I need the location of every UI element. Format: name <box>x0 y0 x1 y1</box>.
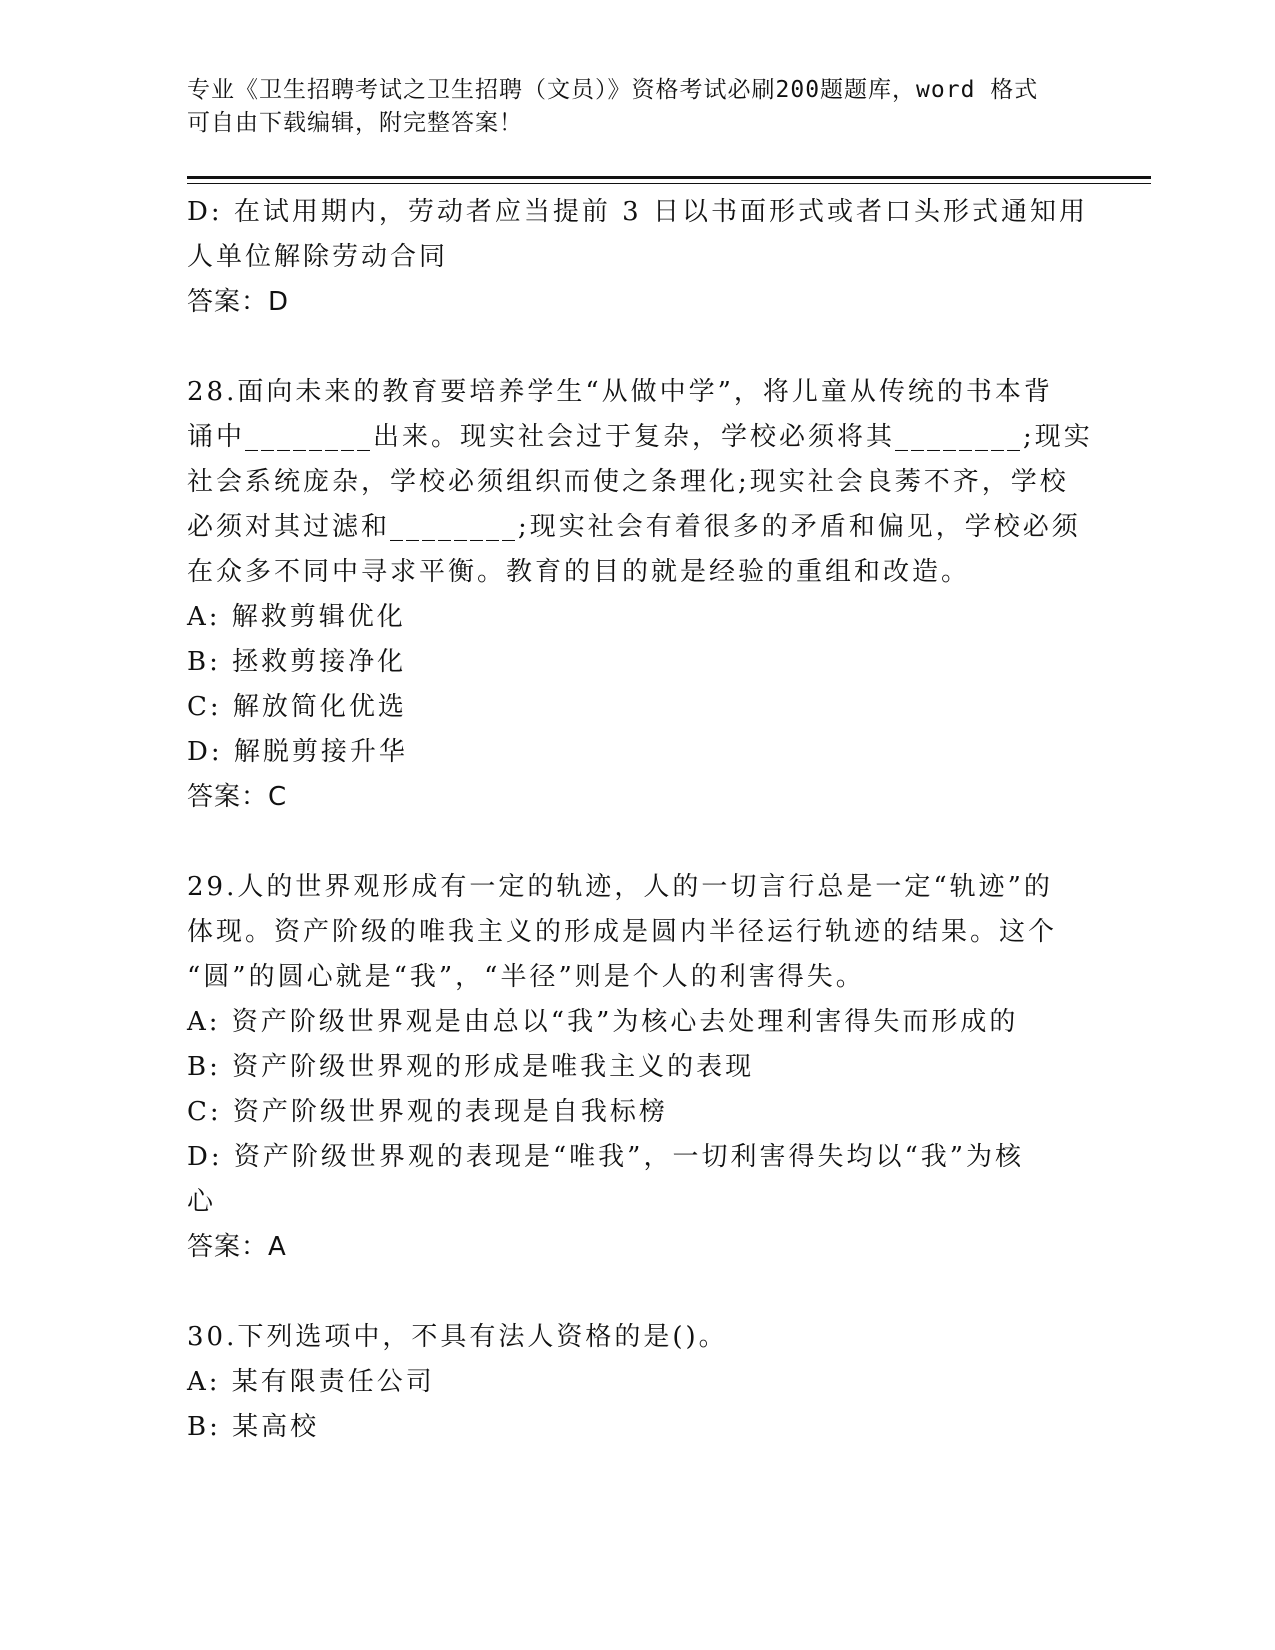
option-d-line-1: D: 在试用期内，劳动者应当提前 3 日以书面形式或者口头形式通知用 <box>187 197 1088 227</box>
document-header <box>187 74 1067 140</box>
header-line-2: 可自由下载编辑，附完整答案！ <box>187 110 523 136</box>
question-content <box>187 190 1093 1450</box>
question-spacer <box>187 325 1067 370</box>
option-a: A: 解救剪辑优化 <box>187 602 406 632</box>
option-d-line-2: 心 <box>187 1187 217 1217</box>
question-stem-line: 社会系统庞杂，学校必须组织而使之条理化;现实社会良莠不齐，学校 <box>187 467 1069 497</box>
question-30 <box>187 1315 1067 1450</box>
question-stem-line: 28.面向未来的教育要培养学生“从做中学”，将儿童从传统的书本背 <box>187 377 1053 407</box>
option-d-line-2: 人单位解除劳动合同 <box>187 242 449 272</box>
option-d-line-1: D: 资产阶级世界观的表现是“唯我”，一切利害得失均以“我”为核 <box>187 1142 1025 1172</box>
option-b: B: 某高校 <box>187 1412 320 1442</box>
header-rule-thin <box>187 183 1151 184</box>
answer-label: 答案：C <box>187 782 288 812</box>
option-a: A: 资产阶级世界观是由总以“我”为核心去处理利害得失而形成的 <box>187 1007 1019 1037</box>
question-29 <box>187 865 1067 1270</box>
question-spacer <box>187 1270 1067 1315</box>
option-b: B: 拯救剪接净化 <box>187 647 407 677</box>
answer-label: 答案：A <box>187 1232 287 1262</box>
question-28 <box>187 370 1093 820</box>
option-b: B: 资产阶级世界观的形成是唯我主义的表现 <box>187 1052 755 1082</box>
question-stem-line: 29.人的世界观形成有一定的轨迹，人的一切言行总是一定“轨迹”的 <box>187 872 1053 902</box>
answer-label: 答案：D <box>187 287 290 317</box>
option-a: A: 某有限责任公司 <box>187 1367 435 1397</box>
question-stem-line: 诵中________出来。现实社会过于复杂，学校必须将其________;现实 <box>187 422 1093 452</box>
option-c: C: 解放简化优选 <box>187 692 407 722</box>
question-stem-line: 必须对其过滤和________;现实社会有着很多的矛盾和偏见，学校必须 <box>187 512 1081 542</box>
header-rule-thick <box>187 176 1151 179</box>
header-line-1: 专业《卫生招聘考试之卫生招聘（文员）》资格考试必刷200题题库，word 格式 <box>187 77 1039 103</box>
question-27-tail <box>187 190 1088 325</box>
option-c: C: 资产阶级世界观的表现是自我标榜 <box>187 1097 668 1127</box>
question-stem-line: 30.下列选项中，不具有法人资格的是()。 <box>187 1322 728 1352</box>
question-stem-line: 体现。资产阶级的唯我主义的形成是圆内半径运行轨迹的结果。这个 <box>187 917 1058 947</box>
question-stem-line: “圆”的圆心就是“我”，“半径”则是个人的利害得失。 <box>187 962 865 992</box>
question-spacer <box>187 820 1067 865</box>
option-d: D: 解脱剪接升华 <box>187 737 408 767</box>
question-stem-line: 在众多不同中寻求平衡。教育的目的就是经验的重组和改造。 <box>187 557 971 587</box>
